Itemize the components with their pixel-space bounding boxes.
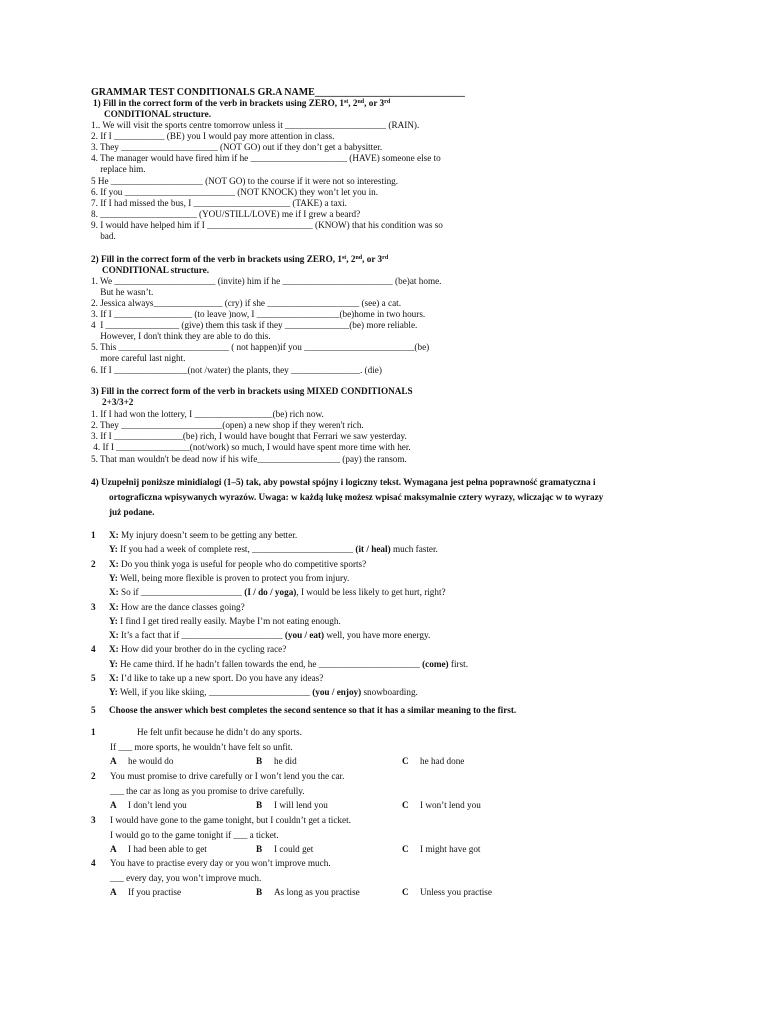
- question-gap-sentence: I would go to the game tonight if ___ a ticket.: [110, 829, 279, 840]
- question-gap-sentence: ___ every day, you won’t improve much.: [110, 872, 262, 883]
- option-letter-b: B: [256, 756, 263, 766]
- verb-hint: (you / enjoy): [312, 687, 362, 698]
- section1-heading: [93, 98, 390, 109]
- option-letter-a: A: [110, 844, 117, 854]
- option-letter-a: A: [110, 756, 117, 766]
- section4-heading-line1: 4) Uzupełnij poniższe minidialogi (1–5) tak, aby powstał spójny i logiczny tekst. Wymagana jest pełna poprawność gramatyczna i: [91, 477, 596, 487]
- question-line: 9. I would have helped him if I _______________________ (KNOW) that his condition was so: [91, 220, 443, 230]
- question-line: 5 He ____________________ (NOT GO) to the course if it were not so interesting.: [91, 176, 399, 186]
- verb-hint: (it / heal): [355, 544, 391, 555]
- section2-heading: [91, 254, 388, 265]
- dialogue-text: I’d like to take up a new sport. Do you have any ideas?: [118, 673, 324, 683]
- option-c-text: Unless you practise: [420, 887, 492, 897]
- question-line: 4 I ________________ (give) them this task if they ______________(be) more reliable.: [91, 320, 418, 330]
- dialogue-number: 2: [91, 558, 96, 569]
- option-a-text: I don’t lend you: [128, 800, 187, 810]
- ordinal-2: nd: [357, 99, 365, 105]
- section2-heading-line2: CONDITIONAL structure.: [102, 265, 210, 275]
- dialogue-line: [109, 659, 468, 670]
- speaker-label: X:: [109, 673, 119, 683]
- question-line: 8. _____________________ (YOU/STILL/LOVE) me if I grew a beard?: [91, 209, 361, 219]
- worksheet-title: GRAMMAR TEST CONDITIONALS GR.A NAME______________________________: [91, 87, 465, 98]
- dialogue-line: [109, 544, 438, 555]
- speaker-label: Y:: [109, 658, 118, 669]
- speaker-label: Y:: [109, 572, 118, 583]
- option-c-text: I won’t lend you: [420, 800, 481, 810]
- dialogue-line: [109, 559, 366, 570]
- question-line: 2. If I ___________ (BE) you I would pay more attention in class.: [91, 131, 335, 141]
- option-letter-b: B: [256, 800, 263, 810]
- question-line: 7. If I had missed the bus, I _____________________ (TAKE) a taxi.: [91, 198, 347, 208]
- ordinal-sep-1: , 2: [348, 98, 358, 108]
- ordinal-3: rd: [384, 99, 391, 105]
- dialogue-text: Do you think yoga is useful for people who do competitive sports?: [118, 558, 367, 569]
- ordinal-sep-1: , 2: [346, 254, 356, 264]
- question-line: 2. Jessica always_______________ (cry) if she ____________________ (see) a cat.: [91, 298, 402, 308]
- option-letter-c: C: [402, 756, 409, 766]
- question-sentence: You must promise to drive carefully or I won’t lend you the car.: [110, 771, 345, 781]
- verb-hint: (come): [422, 658, 449, 669]
- section1-heading-line2: CONDITIONAL structure.: [104, 109, 212, 119]
- dialogue-text: My injury doesn’t seem to be getting any better.: [118, 530, 298, 540]
- question-line: 5. This ________________________ ( not happen)if you ________________________(be): [91, 342, 430, 352]
- dialogue-text: How did your brother do in the cycling race?: [118, 644, 287, 655]
- ordinal-2: nd: [355, 255, 363, 261]
- dialogue-text-end: , I would be less likely to get hurt, right?: [296, 587, 446, 598]
- section3-heading-line2: 2+3/3+2: [102, 397, 134, 407]
- question-line: 3. If I _______________(be) rich, I would have bought that Ferrari we saw yesterday.: [91, 431, 407, 441]
- question-number: 4: [91, 858, 96, 868]
- option-letter-c: C: [402, 800, 409, 810]
- option-c-text: he had done: [420, 756, 465, 766]
- dialogue-text: So if ______________________: [118, 587, 245, 598]
- option-a-text: If you practise: [128, 887, 182, 897]
- option-b-text: As long as you practise: [274, 887, 360, 897]
- option-a-text: he would do: [128, 756, 174, 766]
- ordinal-3: rd: [382, 255, 389, 261]
- dialogue-text-end: well, you have more energy.: [324, 630, 431, 641]
- section2-heading-text: 2) Fill in the correct form of the verb in brackets using ZERO, 1: [91, 254, 342, 264]
- dialogue-text-end: much faster.: [390, 544, 438, 555]
- option-b-text: I could get: [274, 844, 314, 854]
- option-letter-a: A: [110, 887, 117, 897]
- speaker-label: Y:: [109, 687, 118, 698]
- speaker-label: X:: [109, 630, 119, 641]
- section4-heading-line3: już podane.: [109, 507, 155, 517]
- speaker-label: Y:: [109, 544, 118, 555]
- question-line: more careful last night.: [91, 353, 186, 363]
- question-line: 6. If I ________________(not /water) the plants, they _______________. (die): [91, 365, 382, 375]
- question-sentence: He felt unfit because he didn’t do any sports.: [137, 727, 302, 737]
- section4-heading-line2: ortograficzna wpisywanych wyrazów. Uwaga: w każdą lukę możesz wpisać maksymalnie cztery wyrazy, wliczając w to wyrazy: [109, 492, 604, 502]
- verb-hint: (you / eat): [284, 630, 325, 641]
- dialogue-number: 3: [91, 601, 96, 612]
- speaker-label: X:: [109, 558, 119, 569]
- dialogue-line: [109, 573, 349, 584]
- option-letter-b: B: [256, 844, 263, 854]
- question-line: But he wasn’t.: [91, 287, 154, 297]
- question-line: 1. We ______________________ (invite) him if he ________________________ (be)at home.: [91, 276, 442, 286]
- dialogue-line: [109, 673, 323, 684]
- dialogue-text: I find I get tired really easily. Maybe I’m not eating enough.: [117, 615, 341, 626]
- option-letter-c: C: [402, 844, 409, 854]
- option-letter-b: B: [256, 887, 263, 897]
- question-line: 2. They ______________________(open) a new shop if they weren't rich.: [91, 420, 364, 430]
- dialogue-text-end: snowboarding.: [361, 687, 418, 698]
- option-b-text: he did: [274, 756, 297, 766]
- question-line: bad.: [91, 231, 116, 241]
- section1-heading-text: 1) Fill in the correct form of the verb in brackets using ZERO, 1: [93, 98, 344, 108]
- dialogue-text: Well, if you like skiing, ______________________: [117, 687, 313, 698]
- question-line: 4. If I ________________(not/work) so much, I would have spent more time with her.: [91, 442, 411, 452]
- question-number: 3: [91, 815, 96, 825]
- ordinal-sep-2: , or 3: [364, 98, 385, 108]
- dialogue-line: [109, 687, 418, 698]
- question-number: 2: [91, 771, 96, 781]
- dialogue-number: 1: [91, 530, 96, 540]
- dialogue-line: [109, 530, 297, 541]
- dialogue-number: 4: [91, 644, 96, 655]
- question-line: 3. If I _________________ (to leave )now, I __________________(be)home in two hours.: [91, 309, 426, 319]
- question-number: 1: [91, 727, 96, 737]
- dialogue-text: He came third. If he hadn’t fallen towards the end, he ______________________: [117, 658, 423, 669]
- dialogue-text: If you had a week of complete rest, ______________________: [117, 544, 356, 555]
- dialogue-text: Well, being more flexible is proven to protect you from injury.: [117, 572, 350, 583]
- section5-heading: Choose the answer which best completes the second sentence so that it has a similar meaning to the first.: [109, 705, 517, 715]
- option-letter-c: C: [402, 887, 409, 897]
- question-gap-sentence: If ___ more sports, he wouldn’t have felt so unfit.: [110, 741, 293, 752]
- speaker-label: X:: [109, 644, 119, 655]
- question-line: However, I don't think they are able to do this.: [91, 331, 271, 341]
- question-line: replace him.: [91, 164, 146, 174]
- question-sentence: I would have gone to the game tonight, but I couldn’t get a ticket.: [110, 815, 351, 825]
- option-c-text: I might have got: [420, 844, 481, 854]
- question-line: 6. If you ________________________ (NOT KNOCK) they won’t let you in.: [91, 187, 379, 197]
- dialogue-text: How are the dance classes going?: [118, 601, 245, 612]
- option-letter-a: A: [110, 800, 117, 810]
- speaker-label: X:: [109, 530, 119, 540]
- verb-hint: (I / do / yoga): [244, 587, 297, 598]
- question-gap-sentence: ___ the car as long as you promise to drive carefully.: [110, 785, 305, 796]
- ordinal-sep-2: , or 3: [362, 254, 383, 264]
- dialogue-line: [109, 602, 245, 613]
- option-a-text: I had been able to get: [128, 844, 207, 854]
- dialogue-text-end: first.: [448, 658, 469, 669]
- question-line: 1. If I had won the lottery, I _________________(be) rich now.: [91, 409, 324, 419]
- dialogue-line: [109, 587, 446, 598]
- ordinal-1: st: [341, 255, 347, 261]
- dialogue-line: [109, 630, 430, 641]
- section5-number: 5: [91, 705, 96, 715]
- option-b-text: I will lend you: [274, 800, 328, 810]
- dialogue-line: [109, 644, 286, 655]
- dialogue-line: [109, 616, 341, 627]
- speaker-label: X:: [109, 601, 119, 612]
- section3-heading: 3) Fill in the correct form of the verb in brackets using MIXED CONDITIONALS: [91, 386, 413, 396]
- dialogue-text: It’s a fact that if ______________________: [118, 630, 285, 641]
- dialogue-number: 5: [91, 673, 96, 683]
- question-sentence: You have to practise every day or you won’t improve much.: [110, 858, 331, 868]
- speaker-label: Y:: [109, 615, 118, 626]
- ordinal-1: st: [343, 99, 349, 105]
- question-line: 5. That man wouldn't be dead now if his wife__________________ (pay) the ransom.: [91, 454, 407, 464]
- question-line: 1.. We will visit the sports centre tomorrow unless it ______________________ (RAIN).: [91, 120, 420, 130]
- speaker-label: X:: [109, 587, 119, 598]
- question-line: 4. The manager would have fired him if he _____________________ (HAVE) someone else to: [91, 153, 441, 163]
- question-line: 3. They _____________________ (NOT GO) out if they don’t get a babysitter.: [91, 142, 383, 152]
